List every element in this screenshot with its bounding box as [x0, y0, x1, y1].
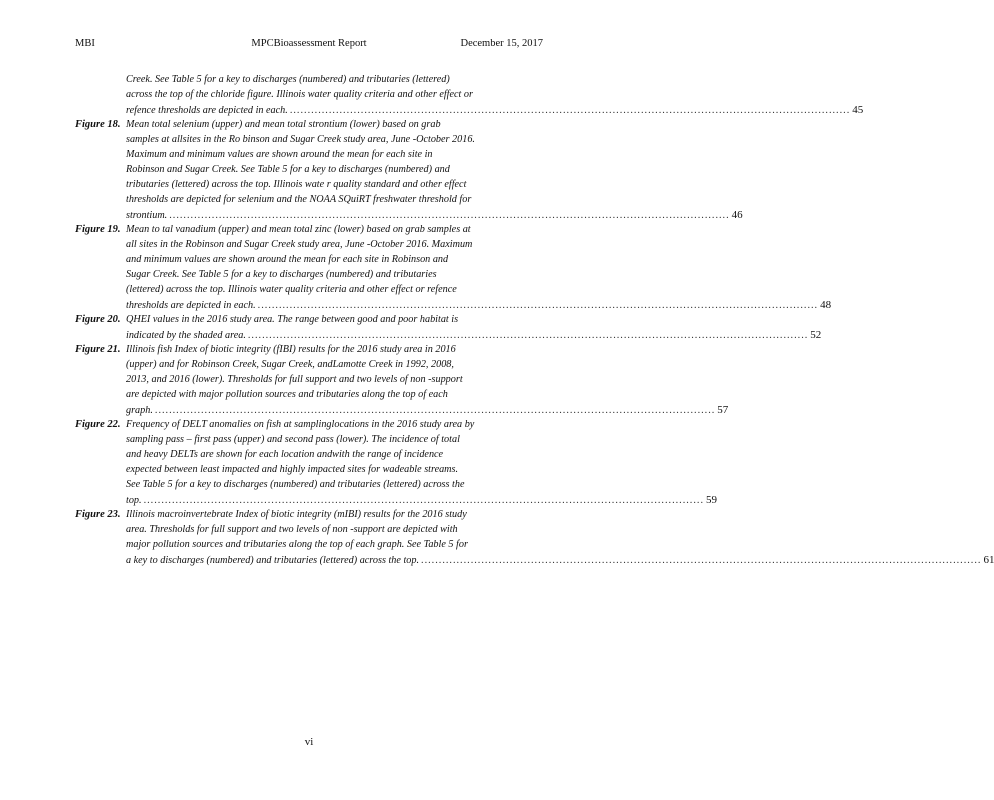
dot-leader: .............................................................................................................................................................. — [154, 405, 716, 416]
figure-number: 20. — [107, 314, 121, 325]
figure-number: 22. — [107, 419, 121, 430]
figure-number: 23. — [107, 509, 121, 520]
toc-page-number: 52 — [810, 329, 822, 341]
figure-label — [75, 419, 121, 430]
figure-number: 19. — [107, 224, 121, 235]
toc-entry-last-line[interactable] — [126, 494, 717, 506]
toc-entry-line: Maximum and minimum values are shown around the mean for each site in — [126, 149, 433, 160]
toc-entry-line: thresholds are depicted for selenium and the NOAA SQuiRT freshwater threshold for — [126, 194, 472, 205]
dot-leader: .............................................................................................................................................................. — [247, 330, 809, 341]
toc-entry-text: strontium. — [126, 210, 168, 221]
toc-entry-line: all sites in the Robinson and Sugar Creek study area, June -October 2016. Maximum — [126, 239, 473, 250]
toc-entry-last-line[interactable] — [126, 554, 994, 566]
toc-entry-last-line[interactable] — [126, 299, 832, 311]
toc-entry-line: Frequency of DELT anomalies on fish at samplinglocations in the 2016 study area by — [126, 419, 475, 430]
toc-entry-line: (upper) and for Robinson Creek, Sugar Creek, andLamotte Creek in 1992, 2008, — [126, 359, 454, 370]
toc-page-number: 45 — [852, 104, 864, 116]
toc-entry-line: Mean to tal vanadium (upper) and mean total zinc (lower) based on grab samples at — [126, 224, 471, 235]
toc-page-number: 46 — [731, 209, 743, 221]
toc-entry-text: indicated by the shaded area. — [126, 330, 246, 341]
dot-leader: .............................................................................................................................................................. — [289, 105, 851, 116]
toc-entry-last-line[interactable] — [126, 404, 729, 416]
figure-label — [75, 509, 121, 520]
toc-entry-line: See Table 5 for a key to discharges (numbered) and tributaries (lettered) across the — [126, 479, 465, 490]
toc-entry-last-line[interactable] — [126, 209, 743, 221]
figure-word: Figure — [75, 224, 105, 235]
toc-entry-line: Mean total selenium (upper) and mean total strontium (lower) based on grab — [126, 119, 441, 130]
header-date: December 15, 2017 — [460, 38, 543, 49]
toc-entry-last-line[interactable] — [126, 329, 822, 341]
figure-label — [75, 314, 121, 325]
toc-entry-line: area. Thresholds for full support and two levels of non -support are depicted with — [126, 524, 458, 535]
toc-page-number: 59 — [705, 494, 717, 506]
toc-entry-text: refence thresholds are depicted in each. — [126, 105, 288, 116]
toc-entry-line: expected between least impacted and highly impacted sites for wadeable streams. — [126, 464, 459, 475]
toc-entry-line: (lettered) across the top. Illinois water quality criteria and other effect or refence — [126, 284, 457, 295]
toc-entry-text: graph. — [126, 405, 153, 416]
figure-word: Figure — [75, 314, 105, 325]
toc-entry-line: and heavy DELTs are shown for each location andwith the range of incidence — [126, 449, 444, 460]
figure-number: 21. — [107, 344, 121, 355]
toc-page-number: 61 — [983, 554, 994, 566]
toc-entry-line: are depicted with major pollution sources and tributaries along the top of each — [126, 389, 448, 400]
toc-entry-line: Sugar Creek. See Table 5 for a key to discharges (numbered) and tributaries — [126, 269, 437, 280]
toc-entry-line: 2013, and 2016 (lower). Thresholds for full support and two levels of non -support — [126, 374, 463, 385]
footer-page-number: vi — [304, 736, 314, 748]
figure-number: 18. — [107, 119, 121, 130]
toc-entry-text: top. — [126, 495, 142, 506]
figure-label — [75, 119, 121, 130]
dot-leader: .............................................................................................................................................................. — [421, 555, 982, 566]
toc-page-number: 57 — [717, 404, 729, 416]
toc-entry-line: Robinson and Sugar Creek. See Table 5 for a key to discharges (numbered) and — [126, 164, 450, 175]
dot-leader: .............................................................................................................................................................. — [169, 210, 730, 221]
header-title: MPCBioassessment Report — [251, 38, 367, 49]
figure-word: Figure — [75, 119, 105, 130]
toc-entry-line: samples at allsites in the Ro binson and Sugar Creek study area, June -October 2016. — [126, 134, 475, 145]
dot-leader: .............................................................................................................................................................. — [143, 495, 704, 506]
header-left: MBI — [75, 38, 95, 49]
figure-word: Figure — [75, 419, 105, 430]
figure-label — [75, 224, 121, 235]
toc-entry-text: a key to discharges (numbered) and tributaries (lettered) across the top. — [126, 555, 420, 566]
figure-word: Figure — [75, 509, 105, 520]
toc-entry-line: Creek. See Table 5 for a key to discharges (numbered) and tributaries (lettered) — [126, 74, 450, 85]
dot-leader: .............................................................................................................................................................. — [257, 300, 819, 311]
toc-page-number: 48 — [820, 299, 832, 311]
toc-entry-line: QHEI values in the 2016 study area. The range between good and poor habitat is — [126, 314, 459, 325]
toc-entry-line: Illinois fish Index of biotic integrity (fIBI) results for the 2016 study area in 2016 — [126, 344, 456, 355]
toc-entry-line: major pollution sources and tributaries along the top of each graph. See Table 5 for — [126, 539, 468, 550]
figure-label — [75, 344, 121, 355]
toc-entry-line: tributaries (lettered) across the top. Illinois wate r quality standard and other effect — [126, 179, 467, 190]
toc-entry-line: and minimum values are shown around the mean for each site in Robinson and — [126, 254, 449, 265]
toc-entry-line: sampling pass – first pass (upper) and second pass (lower). The incidence of total — [126, 434, 460, 445]
figure-word: Figure — [75, 344, 105, 355]
toc-entry-text: thresholds are depicted in each. — [126, 300, 256, 311]
toc-entry-last-line[interactable] — [126, 104, 864, 116]
toc-entry-line: across the top of the chloride figure. Illinois water quality criteria and other effect or — [126, 89, 473, 100]
toc-entry-line: Illinois macroinvertebrate Index of biotic integrity (mIBI) results for the 2016 study — [126, 509, 467, 520]
